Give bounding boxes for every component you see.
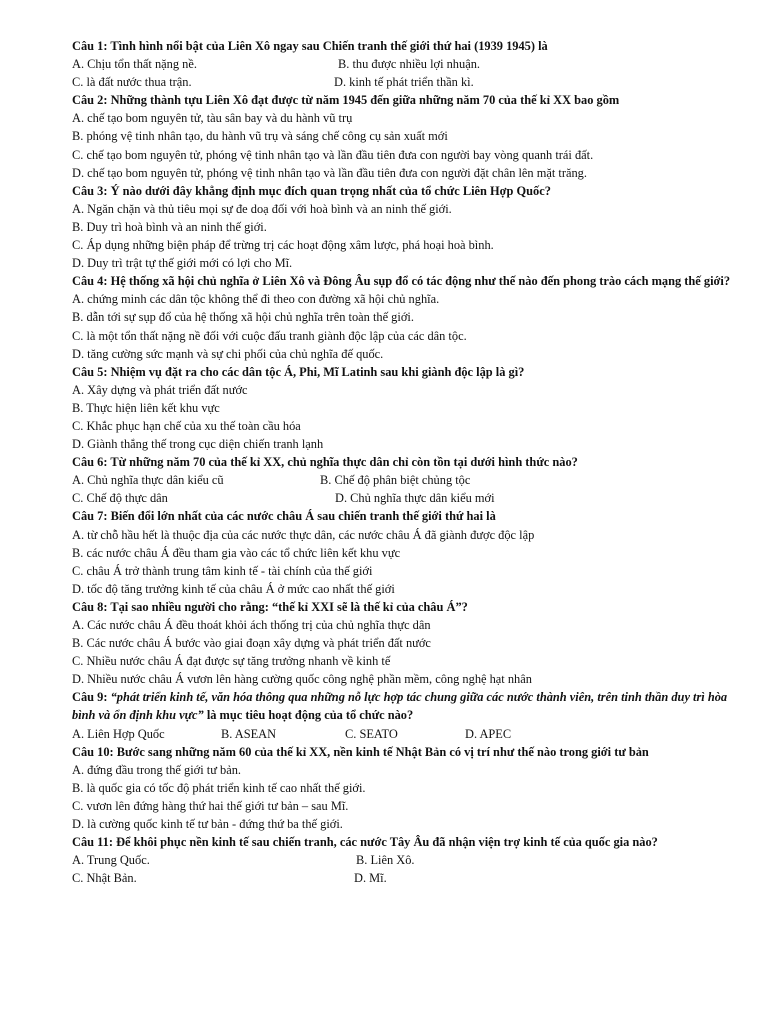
q7-option-c: C. châu Á trở thành trung tâm kinh tế - tài chính của thế giới (72, 563, 373, 578)
q3-option-b: B. Duy trì hoà bình và an ninh thế giới. (72, 219, 267, 234)
q1-option-c: C. là đất nước thua trận. (72, 75, 192, 90)
question-8-stem: Tại sao nhiều người cho rằng: “thế kỉ XXI sẽ là thế kỉ của châu Á”? (110, 599, 468, 614)
question-2-stem: Những thành tựu Liên Xô đạt được từ năm 1945 đến giữa những năm 70 của thế kỉ XX bao gồm (110, 93, 620, 108)
q9-option-d: D. APEC (465, 726, 512, 741)
q2-option-c: C. chế tạo bom nguyên tử, phóng vệ tinh nhân tạo và lần đầu tiên đưa con người bay vòng quanh trái đất. (72, 147, 594, 162)
q6-option-a: A. Chủ nghĩa thực dân kiểu cũ (72, 473, 224, 488)
q10-option-b: B. là quốc gia có tốc độ phát triển kinh tế cao nhất thế giới. (72, 780, 366, 795)
question-11-label: Câu 11: (72, 835, 113, 850)
q8-option-d: D. Nhiều nước châu Á vươn lên hàng cường quốc công nghệ phần mềm, công nghệ hạt nhân (72, 672, 532, 687)
q10-option-d: D. là cường quốc kinh tế tư bản - đứng thứ ba thế giới. (72, 817, 343, 832)
q1-option-d: D. kinh tế phát triển thần kì. (334, 75, 474, 90)
question-11-text (72, 833, 748, 851)
q9-option-b: B. ASEAN (221, 726, 277, 741)
question-10-text (72, 743, 748, 761)
q11-option-d: D. Mĩ. (354, 871, 387, 886)
q11-option-c: C. Nhật Bản. (72, 871, 137, 886)
question-6-stem: Từ những năm 70 của thế kỉ XX, chủ nghĩa thực dân chỉ còn tồn tại dưới hình thức nào? (110, 455, 578, 470)
question-11-stem: Để khôi phục nền kinh tế sau chiến tranh, các nước Tây Âu đã nhận viện trợ kinh tế của quốc gia nào? (116, 835, 658, 850)
q11-option-a: A. Trung Quốc. (72, 853, 150, 868)
question-4-stem: Hệ thống xã hội chủ nghĩa ở Liên Xô và Đông Âu sụp đổ có tác động như thế nào đến phong trào cách mạng thế giới? (110, 274, 731, 289)
question-5 (72, 363, 748, 453)
question-2 (72, 91, 748, 181)
question-9-stem: là mục tiêu hoạt động của tổ chức nào? (203, 708, 414, 723)
q6-option-b: B. Chế độ phân biệt chủng tộc (320, 473, 471, 488)
question-8-text (72, 598, 748, 616)
question-9-text (72, 688, 748, 724)
q2-option-d: D. chế tạo bom nguyên tử, phóng vệ tinh nhân tạo và lần đầu tiên đưa con người đặt chân lên mặt trăng. (72, 165, 587, 180)
question-10-label: Câu 10: (72, 744, 114, 759)
q7-option-a: A. từ chỗ hầu hết là thuộc địa của các nước thực dân, các nước châu Á đã giành được độc lập (72, 527, 535, 542)
q4-option-c: C. là một tổn thất nặng nề đối với cuộc đấu tranh giành độc lập của các dân tộc. (72, 328, 467, 343)
q7-option-b: B. các nước châu Á đều tham gia vào các tổ chức liên kết khu vực (72, 545, 401, 560)
q5-option-c: C. Khắc phục hạn chế của xu thế toàn cầu hóa (72, 418, 301, 433)
q1-option-a: A. Chịu tổn thất nặng nề. (72, 57, 197, 72)
question-6 (72, 453, 748, 507)
q3-option-d: D. Duy trì trật tự thế giới mới có lợi cho Mĩ. (72, 256, 293, 271)
question-1 (72, 37, 748, 91)
q6-option-d: D. Chủ nghĩa thực dân kiểu mới (335, 491, 495, 506)
question-11 (72, 833, 748, 887)
question-1-label: Câu 1: (72, 39, 108, 53)
q2-option-b: B. phóng vệ tinh nhân tạo, du hành vũ trụ và sáng chế công cụ sản xuất mới (72, 129, 448, 144)
question-4-label: Câu 4: (72, 274, 108, 289)
q8-option-a: A. Các nước châu Á đều thoát khỏi ách thống trị của chủ nghĩa thực dân (72, 618, 431, 632)
q1-option-b: B. thu được nhiều lợi nhuận. (338, 57, 480, 72)
q4-option-b: B. dẫn tới sự sụp đổ của hệ thống xã hội chủ nghĩa trên toàn thế giới. (72, 310, 414, 325)
question-2-text (72, 91, 748, 109)
question-10 (72, 743, 748, 833)
q8-option-c: C. Nhiều nước châu Á đạt được sự tăng trưởng nhanh về kinh tế (72, 654, 391, 669)
q10-option-c: C. vươn lên đứng hàng thứ hai thế giới tư bản – sau Mĩ. (72, 798, 349, 813)
q10-option-a: A. đứng đầu trong thế giới tư bản. (72, 762, 241, 777)
q4-option-d: D. tăng cường sức mạnh và sự chi phối của chủ nghĩa đế quốc. (72, 346, 384, 361)
question-4 (72, 272, 748, 362)
q9-option-c: C. SEATO (345, 726, 398, 741)
q8-option-b: B. Các nước châu Á bước vào giai đoạn xây dựng và phát triển đất nước (72, 636, 431, 651)
question-7-text (72, 507, 748, 525)
question-3-stem: Ý nào dưới đây khẳng định mục đích quan trọng nhất của tổ chức Liên Hợp Quốc? (110, 183, 551, 198)
question-3 (72, 182, 748, 272)
q5-option-d: D. Giành thắng thế trong cục diện chiến tranh lạnh (72, 437, 324, 452)
question-7-label: Câu 7: (72, 509, 108, 524)
question-1-text (72, 37, 748, 55)
question-8-label: Câu 8: (72, 599, 108, 614)
question-5-stem: Nhiệm vụ đặt ra cho các dân tộc Á, Phi, Mĩ Latinh sau khi giành độc lập là gì? (110, 364, 525, 379)
question-10-stem: Bước sang những năm 60 của thế kỉ XX, nền kinh tế Nhật Bản có vị trí như thế nào trong giới tư bản (116, 744, 649, 759)
question-9 (72, 688, 748, 742)
question-7 (72, 507, 748, 597)
q5-option-a: A. Xây dựng và phát triển đất nước (72, 382, 248, 397)
question-1-stem: Tình hình nổi bật của Liên Xô ngay sau Chiến tranh thế giới thứ hai (1939 1945) là (110, 39, 548, 53)
q3-option-c: C. Áp dụng những biện pháp để trừng trị các hoạt động xâm lược, phá hoại hoà bình. (72, 238, 494, 253)
question-4-text (72, 272, 748, 290)
q6-option-c: C. Chế độ thực dân (72, 491, 168, 506)
q9-option-a: A. Liên Hợp Quốc (72, 726, 165, 741)
question-6-text (72, 453, 748, 471)
question-3-text (72, 182, 748, 200)
question-8 (72, 598, 748, 688)
question-9-label: Câu 9: (72, 690, 108, 705)
q11-option-b: B. Liên Xô. (356, 853, 415, 868)
question-7-stem: Biến đổi lớn nhất của các nước châu Á sau chiến tranh thế giới thứ hai là (110, 509, 496, 524)
question-9-quote: “phát triển kinh tế, văn hóa thông qua những nỗ lực hợp tác chung giữa các nước thành viên, trên tinh thần duy trì hòa bình và ổn định khu vực” (72, 690, 728, 723)
q7-option-d: D. tốc độ tăng trưởng kinh tế của châu Á ở mức cao nhất thế giới (72, 581, 395, 596)
question-5-label: Câu 5: (72, 364, 108, 379)
question-5-text (72, 363, 748, 381)
question-3-label: Câu 3: (72, 183, 108, 198)
question-6-label: Câu 6: (72, 455, 108, 470)
q2-option-a: A. chế tạo bom nguyên tử, tàu sân bay và du hành vũ trụ (72, 111, 353, 126)
q3-option-a: A. Ngăn chặn và thủ tiêu mọi sự đe doạ đối với hoà bình và an ninh thế giới. (72, 201, 452, 216)
q5-option-b: B. Thực hiện liên kết khu vực (72, 400, 220, 415)
question-2-label: Câu 2: (72, 93, 108, 108)
q4-option-a: A. chứng minh các dân tộc không thể đi theo con đường xã hội chủ nghĩa. (72, 292, 440, 307)
